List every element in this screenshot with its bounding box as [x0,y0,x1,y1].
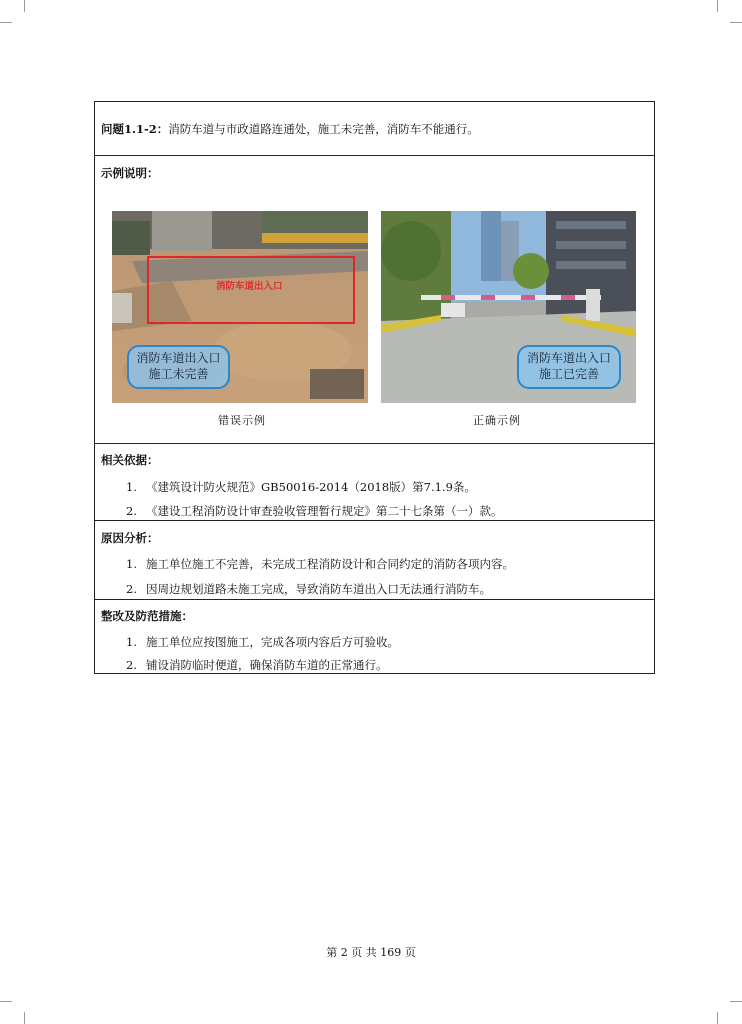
basis-row [95,443,654,521]
problem-statement [101,121,479,137]
wrong-example-photo [112,211,368,403]
cause-title: 原因分析： [101,531,159,545]
problem-label: 问题1.1-2： [101,122,169,136]
cause-item-number: 2. [126,582,137,596]
crop-mark [717,1012,718,1024]
right-callout-bubble [517,345,621,389]
cause-item: 施工单位施工不完善，未完成工程消防设计和合同约定的消防各项内容。 [146,557,514,571]
basis-title: 相关依据： [101,453,159,467]
wrong-callout-line1: 消防车道出入口 [136,351,221,365]
cause-item-number: 1. [126,557,137,571]
page-number: 第 2 页 共 169 页 [326,946,416,959]
right-example-caption: 正确示例 [473,414,521,427]
wrong-overlay-label: 消防车道出入口 [216,281,283,292]
crop-mark [730,1001,742,1002]
basis-item-number: 2. [126,504,137,518]
measures-title: 整改及防范措施： [101,609,193,623]
crop-mark [24,0,25,12]
problem-text: 消防车道与市政道路连通处，施工未完善，消防车不能通行。 [168,122,479,136]
example-row [95,155,654,444]
measures-item-number: 2. [126,658,137,672]
crop-mark [0,1001,12,1002]
wrong-callout-bubble [127,345,230,389]
cause-row [95,520,654,600]
wrong-callout-line2: 施工未完善 [148,367,209,381]
basis-item-number: 1. [126,480,137,494]
basis-item: 《建筑设计防火规范》GB50016-2014（2018版）第7.1.9条。 [146,480,476,494]
crop-mark [730,22,742,23]
right-callout-line1: 消防车道出入口 [526,351,611,365]
measures-item-number: 1. [126,635,137,649]
crop-mark [0,22,12,23]
document-table [94,101,655,674]
crop-mark [24,1012,25,1024]
measures-item: 铺设消防临时便道，确保消防车道的正常通行。 [146,658,388,672]
problem-row [95,102,654,155]
right-callout-line2: 施工已完善 [538,367,599,381]
measures-row [95,599,654,674]
example-title: 示例说明： [101,166,159,180]
crop-mark [717,0,718,12]
wrong-example-caption: 错误示例 [218,414,266,427]
basis-item: 《建设工程消防设计审查验收管理暂行规定》第二十七条第（一）款。 [146,504,503,518]
right-example-photo [381,211,636,403]
cause-item: 因周边规划道路未施工完成，导致消防车道出入口无法通行消防车。 [146,582,491,596]
measures-item: 施工单位应按图施工，完成各项内容后方可验收。 [146,635,399,649]
